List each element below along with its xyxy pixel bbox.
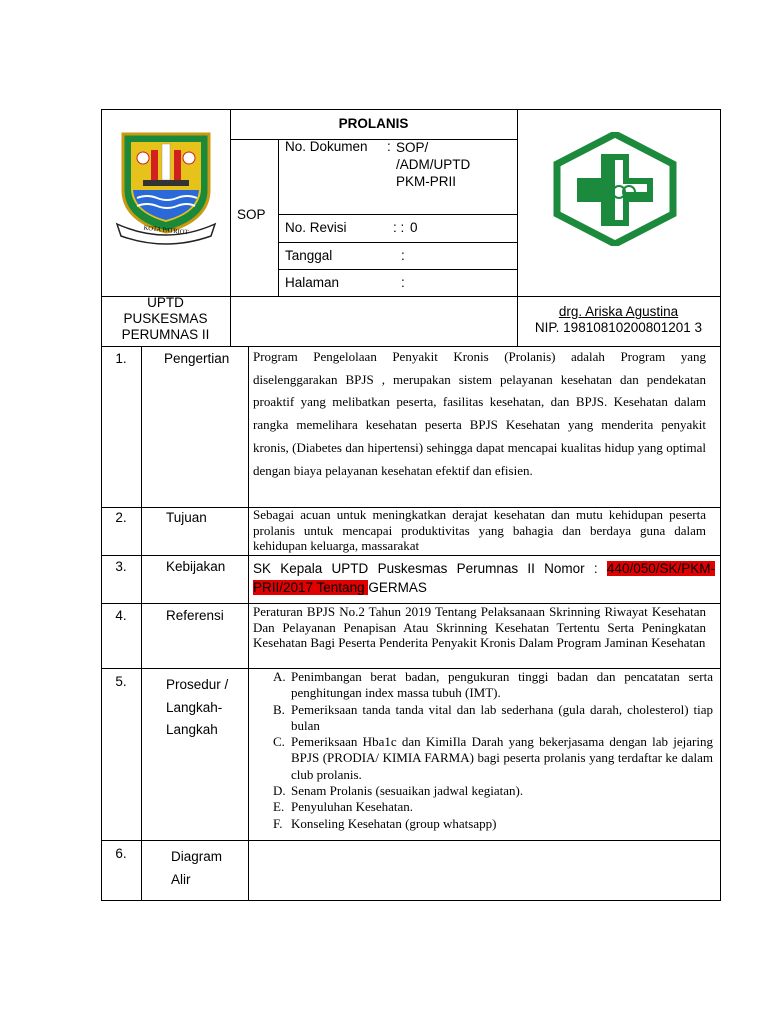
field-value-no-revisi: 0 bbox=[410, 220, 418, 235]
field-label-halaman: Halaman bbox=[285, 275, 340, 290]
row-number: 1. bbox=[115, 351, 127, 366]
row-content-kebijakan bbox=[253, 559, 715, 597]
org-line-2: PUSKESMAS bbox=[123, 311, 208, 326]
row-content-pengertian: Program Pengelolaan Penyakit Kronis (Prolanis) adalah Program yang diselenggarakan BPJS , merupakan sistem pelayanan kesehatan dan pendekatan proaktif yang melibatkan peserta, fasilitas kesehatan, dan BPJS. Kesehatan dalam rangka memelihara kesehatan peserta BPJS Kesehatan yang menderita penyakit kronis, (Diabetes dan hipertensi) sehingga dapat mencapai kualitas hidup yang optimal dengan biaya pelayanan kesehatan efektif dan efisien. bbox=[253, 349, 706, 478]
list-item-text: Pemeriksaan tanda tanda vital dan lab sederhana (gula darah, cholesterol) tiap bulan bbox=[291, 701, 713, 733]
list-item-text: Senam Prolanis (sesuaikan jadwal kegiatan). bbox=[291, 783, 524, 799]
list-item bbox=[253, 799, 713, 815]
row-label-referensi: Referensi bbox=[166, 608, 224, 623]
diagram-label-line-2: Alir bbox=[171, 871, 191, 887]
row-number: 3. bbox=[115, 559, 127, 574]
diagram-label-line-1: Diagram bbox=[171, 849, 223, 864]
list-item bbox=[253, 783, 713, 799]
prosedur-label-line-3: Langkah bbox=[166, 722, 218, 737]
kebijakan-text-end: GERMAS bbox=[368, 580, 427, 595]
prosedur-list bbox=[253, 669, 713, 832]
list-marker: C. bbox=[273, 734, 285, 750]
row-number: 2. bbox=[115, 510, 127, 525]
row-label-prosedur bbox=[166, 674, 228, 742]
list-marker: F. bbox=[273, 815, 283, 831]
field-sep-tanggal: : bbox=[401, 248, 405, 263]
no-dokumen-line-2: /ADM/UPTD bbox=[396, 157, 471, 172]
list-marker: B. bbox=[273, 701, 285, 717]
field-value-no-dokumen bbox=[396, 139, 470, 190]
no-dokumen-line-1: SOP/ bbox=[396, 140, 429, 155]
row-content-referensi: Peraturan BPJS No.2 Tahun 2019 Tentang Pelaksanaan Skrinning Riwayat Kesehatan Dan Pelayanan Penapisan Atau Skrinning Kesehatan Tertentu Serta Peningkatan Kesehatan Bagi Peserta Penderita Penyakit Kronis Dalam Program Jaminan Kesehatan bbox=[253, 604, 706, 650]
list-item-text: Penimbangan berat badan, pengukuran tinggi badan dan pencatatan serta penghitungan index massa tubuh (IMT). bbox=[291, 669, 713, 701]
row-number: 5. bbox=[115, 674, 127, 689]
list-item-text: Penyuluhan Kesehatan. bbox=[291, 799, 414, 815]
row-label-pengertian: Pengertian bbox=[164, 351, 230, 366]
row-label-kebijakan: Kebijakan bbox=[166, 559, 226, 574]
no-dokumen-line-3: PKM-PRII bbox=[396, 174, 457, 189]
list-item-text: Pemeriksaan Hba1c dan KimiIla Darah yang bekerjasama dengan lab jejaring BPJS (PRODIA/ KIMIA FARMA) bagi peserta prolanis yang terdaftar ke dalam club prolanis. bbox=[291, 734, 713, 782]
list-marker: D. bbox=[273, 783, 286, 799]
city-crest-banner: KOTA PATRIOT bbox=[143, 224, 189, 237]
document-title: PROLANIS bbox=[338, 116, 409, 131]
organization-name bbox=[101, 295, 230, 343]
list-marker: A. bbox=[273, 669, 286, 684]
field-sep-no-dokumen: : bbox=[387, 139, 391, 154]
prosedur-label-line-1: Prosedur / bbox=[166, 677, 229, 692]
signatory-name: drg. Ariska Agustina bbox=[558, 304, 679, 319]
signatory-nip: NIP. 19810810200801201 3 bbox=[534, 320, 703, 335]
field-sep-no-revisi: : : bbox=[393, 220, 405, 235]
row-label-tujuan: Tujuan bbox=[166, 510, 207, 525]
field-label-tanggal: Tanggal bbox=[285, 248, 333, 263]
kebijakan-highlight: 440/050/SK/PKM-PRII/2017 Tentang bbox=[253, 561, 715, 595]
list-item bbox=[253, 669, 713, 702]
city-crest-logo bbox=[113, 128, 219, 246]
list-item bbox=[253, 702, 713, 735]
kebijakan-text-start: SK Kepala UPTD Puskesmas Perumnas II Nomor : bbox=[253, 561, 598, 576]
org-line-3: PERUMNAS II bbox=[121, 327, 210, 342]
list-item bbox=[253, 816, 713, 832]
row-label-diagram-alir bbox=[171, 846, 222, 891]
row-number: 4. bbox=[115, 608, 127, 623]
org-line-1: UPTD bbox=[147, 295, 184, 310]
field-label-no-revisi: No. Revisi bbox=[285, 220, 347, 235]
prosedur-label-line-2: Langkah- bbox=[166, 699, 223, 715]
field-sep-halaman: : bbox=[401, 275, 405, 290]
list-item bbox=[253, 734, 713, 783]
field-label-no-dokumen: No. Dokumen bbox=[285, 139, 368, 154]
row-number: 6. bbox=[115, 846, 127, 861]
row-content-tujuan: Sebagai acuan untuk meningkatkan derajat kesehatan dan mutu kehidupan peserta prolanis untuk mencapai produktivitas yang bahagia dan berdaya guna dalam kehidupan keluarga, massarakat bbox=[253, 507, 706, 553]
list-marker: E. bbox=[273, 799, 285, 815]
sop-label: SOP bbox=[237, 207, 266, 222]
puskesmas-logo bbox=[553, 132, 677, 246]
list-item-text: Konseling Kesehatan (group whatsapp) bbox=[291, 815, 497, 831]
